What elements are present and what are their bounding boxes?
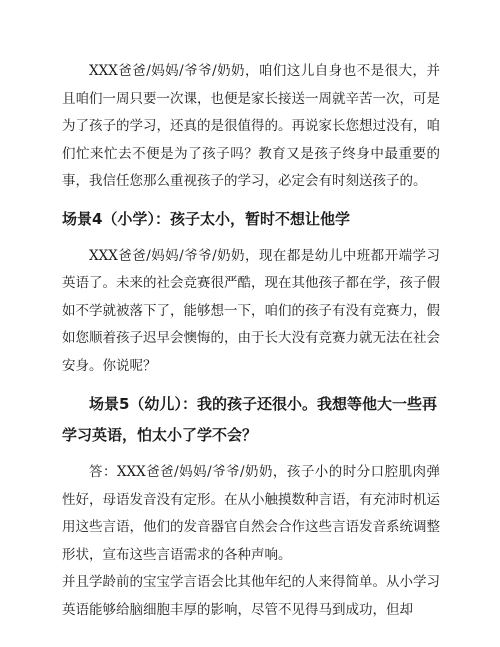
heading-scene-5: 场景5（幼儿）：我的孩子还很小。我想等他大一些再学习英语，怕太小了学不会？ — [62, 395, 437, 444]
spacer — [62, 235, 440, 243]
paragraph-3: 答：XXX爸爸/妈妈/爷爷/奶奶，孩子小的时分口腔肌肉弹性好，母语发音没有定形。在从小触摸数种言语，有充沛时机运用这些言语，他们的发音器官自然会合作这些言语发音系统调整形状，宣布这些言语需求的各种声响。 — [62, 464, 440, 563]
spacer — [62, 196, 440, 204]
document-page — [62, 58, 440, 624]
heading-scene-4: 场景4（小学）：孩子太小，暂时不想让他学 — [62, 209, 350, 228]
paragraph-1: XXX爸爸/妈妈/爷爷/奶奶，咱们这儿自身也不是很大，并且咱们一周只要一次课，也便是家长接送一周就辛苦一次，可是为了孩子的学习，还真的是很值得的。再说家长您想过没有，咱们忙来忙去不便是为了孩子吗？教育又是孩子终身中最重要的事，我信任您那么重视孩子的学习，必定会有时刻送孩子的。 — [62, 63, 440, 189]
paragraph-4: 并且学龄前的宝宝学言语会比其他年纪的人来得简单。从小学习英语能够给脑细胞丰厚的影响，尽管不见得马到成功，但却 — [62, 574, 440, 618]
spacer — [62, 380, 440, 389]
paragraph-2: XXX爸爸/妈妈/爷爷/奶奶，现在都是幼儿中班都开端学习英语了。未来的社会竞赛很严酷，现在其他孩子都在学，孩子假如不学就被落下了，能够想一下，咱们的孩子有没有竞赛力，假如您顺着孩子迟早会懊悔的，由于长大没有竞赛力就无法在社会安身。你说呢？ — [62, 247, 440, 374]
spacer — [62, 451, 440, 459]
